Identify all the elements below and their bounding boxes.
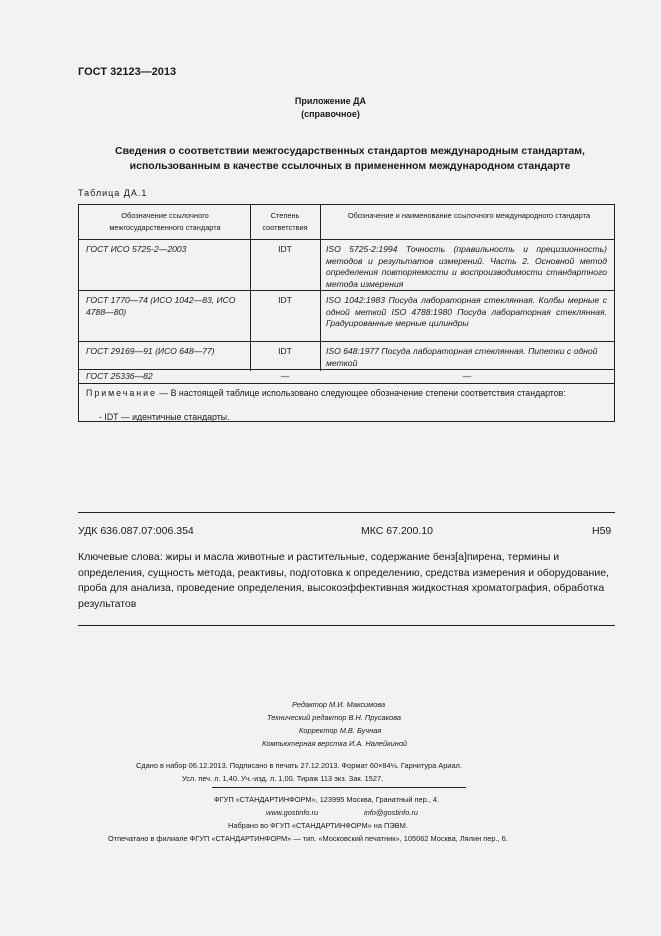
- udk-code: УДК 636.087.07:006.354: [78, 525, 194, 537]
- tech-editor-line: Технический редактор В.Н. Прусакова: [267, 713, 402, 722]
- note-text: — В настоящей таблице использовано следующее обозначение степени соответствия стандартов:: [159, 388, 566, 398]
- annex-subtitle: (справочное): [301, 109, 360, 119]
- print-details-line-2: Усл. печ. л. 1,40. Уч.-изд. л. 1,00. Тираж 113 экз. Зак. 1527.: [182, 774, 384, 783]
- note-item: - IDT — идентичные стандарты.: [99, 412, 230, 422]
- publisher-email: info@gostinfo.ru: [364, 808, 418, 817]
- editor-line: Редактор М.И. Максимова: [292, 700, 386, 709]
- row-1-degree: IDT: [278, 244, 292, 254]
- document-code: ГОСТ 32123—2013: [78, 66, 177, 78]
- row-2-international: ISO 1042:1983 Посуда лабораторная стеклянная. Колбы мерные с одной меткой ISO 4788:1980 Посуда лабораторная стеклянная. Градуированные мерные цилиндры: [326, 295, 607, 328]
- annex-heading: [90, 144, 610, 174]
- print-details-line-1: Сдано в набор 06.12.2013. Подписано в печать 27.12.2013. Формат 60×84⅛. Гарнитура Ариал.: [136, 761, 462, 770]
- row-2-national: ГОСТ 1770—74 (ИСО 1042—83, ИСО 4788—80): [86, 295, 236, 317]
- row-3-national: ГОСТ 29169—91 (ИСО 648—77): [86, 346, 215, 356]
- note-divider: [79, 383, 614, 384]
- table-note: [86, 387, 607, 399]
- column-header-international: Обозначение и наименование ссылочного международного стандарта: [347, 211, 591, 220]
- annex-title: Приложение ДА: [294, 96, 367, 106]
- corrector-line: Корректор М.В. Бучная: [299, 726, 382, 735]
- imprint-divider: [212, 787, 466, 788]
- row-3-degree: IDT: [278, 346, 292, 356]
- annex-heading-line-1: Сведения о соответствии межгосударственных стандартов международным стандартам,: [115, 145, 585, 157]
- layout-line: Компьютерная верстка И.А. Налейкиной: [262, 739, 408, 748]
- printed-at-line: Отпечатано в филиале ФГУП «СТАНДАРТИНФОРМ» — тип. «Московский печатник», 105062 Москва, Лялин пер., 6.: [108, 834, 508, 843]
- publisher-line: ФГУП «СТАНДАРТИНФОРМ», 123995 Москва, Гранатный пер., 4.: [214, 795, 440, 804]
- divider-line-top: [78, 512, 615, 513]
- annex-heading-line-2: использованным в качестве ссылочных в примененном международном стандарте: [129, 160, 571, 172]
- column-divider-2: [320, 205, 321, 371]
- row-4-international: —: [462, 371, 472, 381]
- row-4-national: ГОСТ 25336—82: [86, 371, 153, 381]
- column-header-national: Обозначение ссылочного межгосударственного стандарта: [109, 211, 221, 232]
- typeset-line: Набрано во ФГУП «СТАНДАРТИНФОРМ» на ПЭВМ.: [228, 821, 408, 830]
- row-divider-1: [79, 290, 614, 291]
- row-1-international: ISO 5725-2:1994 Точность (правильность и прецизионность) методов и результатов измерений. Часть 2. Основной метод определения повторяемости и воспроизводимости стандартного метода измерения: [326, 244, 607, 289]
- row-3-international: ISO 648:1977 Посуда лабораторная стеклянная. Пипетки с одной меткой: [326, 346, 598, 368]
- classification-code: Н59: [592, 525, 612, 537]
- keywords: Ключевые слова: жиры и масла животные и растительные, содержание бенз[а]пирена, термины и определения, сущность метода, реактивы, подготовка к определению, средства измерения и оборудование, проба для анализа, проведение определения, высокоэффективная жидкостная хроматография, обработка результатов: [78, 551, 609, 610]
- row-2-degree: IDT: [278, 295, 292, 305]
- table-label: Таблица ДА.1: [78, 188, 148, 198]
- mks-code: МКС 67.200.10: [361, 525, 433, 537]
- publisher-website: www.gostinfo.ru: [266, 808, 319, 817]
- row-1-national: ГОСТ ИСО 5725-2—2003: [86, 244, 187, 254]
- row-divider-2: [79, 341, 614, 342]
- header-divider: [79, 239, 614, 240]
- divider-line-bottom: [78, 625, 615, 626]
- note-label: Примечание: [86, 388, 157, 398]
- correspondence-table: [78, 204, 615, 422]
- row-4-degree: —: [280, 371, 290, 381]
- column-header-degree: Степень соответствия: [262, 211, 308, 232]
- row-divider-3: [79, 369, 614, 370]
